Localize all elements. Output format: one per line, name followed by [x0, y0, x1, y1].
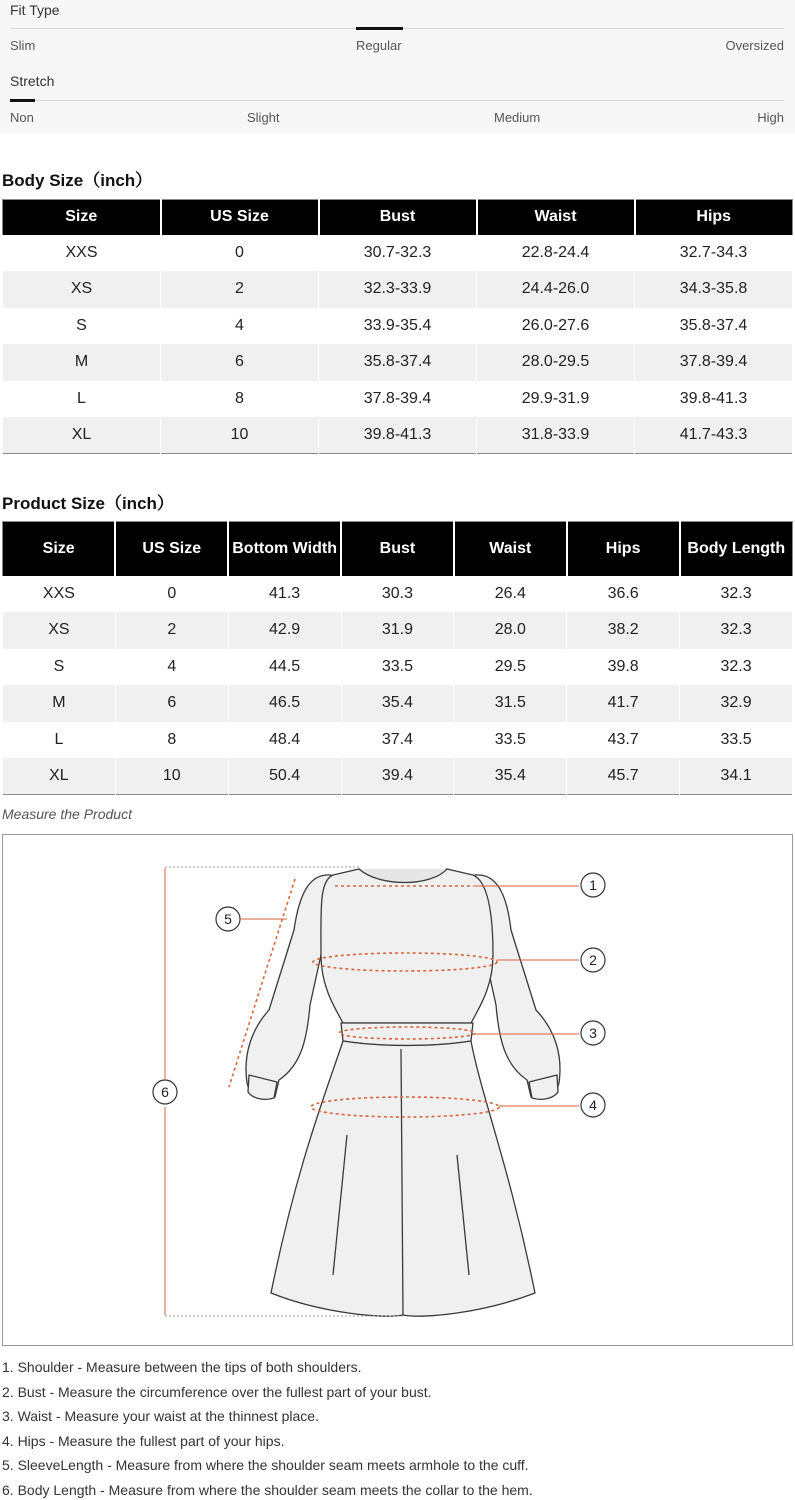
table-cell: M — [3, 685, 116, 722]
table-cell: S — [3, 649, 116, 686]
table-cell: 31.9 — [341, 612, 454, 649]
table-cell: 41.3 — [228, 576, 341, 613]
note-hips: 4. Hips - Measure the fullest part of your hips. — [2, 1432, 285, 1449]
table-cell: 42.9 — [228, 612, 341, 649]
callout-2 — [581, 948, 605, 972]
table-cell: 32.3 — [680, 649, 793, 686]
fit-option-slim: Slim — [10, 38, 36, 53]
product-size-title: Product Size（inch） — [2, 494, 174, 513]
column-header: Waist — [454, 522, 567, 576]
table-cell: 2 — [115, 612, 228, 649]
table-cell: 45.7 — [567, 758, 680, 795]
table-cell: 39.8 — [567, 649, 680, 686]
table-cell: XXS — [3, 235, 161, 272]
table-row — [3, 576, 793, 613]
table-cell: 32.3-33.9 — [319, 271, 477, 308]
table-row — [3, 649, 793, 686]
table-cell: 37.4 — [341, 722, 454, 759]
stretch-option-non: Non — [10, 110, 34, 125]
table-cell: 37.8-39.4 — [635, 344, 793, 381]
table-cell: 28.0-29.5 — [477, 344, 635, 381]
callout-4 — [581, 1093, 605, 1117]
table-cell: 36.6 — [567, 576, 680, 613]
table-cell: 41.7-43.3 — [635, 417, 793, 454]
table-cell: 41.7 — [567, 685, 680, 722]
table-cell: 32.3 — [680, 576, 793, 613]
table-row — [3, 308, 793, 345]
note-bust: 2. Bust - Measure the circumference over the fullest part of your bust. — [2, 1383, 432, 1400]
table-row — [3, 612, 793, 649]
table-row — [3, 722, 793, 759]
table-cell: 2 — [161, 271, 319, 308]
table-cell: 32.9 — [680, 685, 793, 722]
note-body-length: 6. Body Length - Measure from where the shoulder seam meets the collar to the hem. — [2, 1481, 533, 1498]
table-cell: 50.4 — [228, 758, 341, 795]
table-cell: L — [3, 381, 161, 418]
table-row — [3, 381, 793, 418]
table-row — [3, 758, 793, 795]
table-cell: XS — [3, 612, 116, 649]
column-header: Hips — [635, 200, 793, 235]
note-shoulder: 1. Shoulder - Measure between the tips of both shoulders. — [2, 1359, 362, 1375]
table-cell: 10 — [115, 758, 228, 795]
stretch-indicator — [10, 99, 35, 102]
fit-type-indicator — [356, 27, 403, 30]
svg-text:3: 3 — [589, 1025, 597, 1041]
svg-text:4: 4 — [589, 1097, 597, 1113]
table-cell: 48.4 — [228, 722, 341, 759]
table-row — [3, 271, 793, 308]
column-header: Bust — [341, 522, 454, 576]
table-cell: 6 — [161, 344, 319, 381]
stretch-option-high: High — [757, 110, 784, 125]
table-cell: 24.4-26.0 — [477, 271, 635, 308]
table-cell: 44.5 — [228, 649, 341, 686]
table-cell: 35.8-37.4 — [319, 344, 477, 381]
table-row — [3, 235, 793, 272]
column-header: Bottom Width — [228, 522, 341, 576]
table-cell: 0 — [115, 576, 228, 613]
callout-6 — [153, 1080, 177, 1104]
column-header: Size — [3, 200, 161, 235]
svg-text:6: 6 — [161, 1084, 169, 1100]
measure-diagram — [2, 834, 793, 1346]
left-sleeve — [246, 875, 331, 1097]
callout-3 — [581, 1021, 605, 1045]
table-cell: L — [3, 722, 116, 759]
table-cell: 35.4 — [454, 758, 567, 795]
svg-text:1: 1 — [589, 877, 597, 893]
table-cell: 22.8-24.4 — [477, 235, 635, 272]
table-cell: 33.5 — [680, 722, 793, 759]
table-cell: 31.8-33.9 — [477, 417, 635, 454]
table-cell: 38.2 — [567, 612, 680, 649]
stretch-track — [10, 100, 784, 101]
table-header-row — [3, 522, 793, 576]
table-cell: 8 — [115, 722, 228, 759]
table-cell: 29.5 — [454, 649, 567, 686]
table-cell: 4 — [161, 308, 319, 345]
table-cell: XL — [3, 417, 161, 454]
table-cell: 39.8-41.3 — [635, 381, 793, 418]
table-cell: 29.9-31.9 — [477, 381, 635, 418]
table-cell: 31.5 — [454, 685, 567, 722]
callout-5 — [216, 907, 240, 931]
table-cell: 34.3-35.8 — [635, 271, 793, 308]
body-size-table — [2, 199, 793, 454]
table-row — [3, 417, 793, 454]
table-cell: 37.8-39.4 — [319, 381, 477, 418]
table-cell: 30.7-32.3 — [319, 235, 477, 272]
stretch-label: Stretch — [10, 73, 55, 89]
product-size-table — [2, 521, 793, 795]
table-cell: 33.5 — [341, 649, 454, 686]
table-row — [3, 344, 793, 381]
table-cell: 34.1 — [680, 758, 793, 795]
table-cell: XS — [3, 271, 161, 308]
table-cell: 8 — [161, 381, 319, 418]
column-header: Bust — [319, 200, 477, 235]
table-cell: 35.8-37.4 — [635, 308, 793, 345]
table-cell: 0 — [161, 235, 319, 272]
table-cell: 32.7-34.3 — [635, 235, 793, 272]
stretch-option-medium: Medium — [494, 110, 541, 125]
column-header: Body Length — [680, 522, 793, 576]
table-cell: 30.3 — [341, 576, 454, 613]
table-row — [3, 685, 793, 722]
table-cell: 39.4 — [341, 758, 454, 795]
column-header: US Size — [115, 522, 228, 576]
svg-text:2: 2 — [589, 952, 597, 968]
measure-caption: Measure the Product — [2, 806, 132, 822]
table-cell: 6 — [115, 685, 228, 722]
table-cell: 26.4 — [454, 576, 567, 613]
svg-text:5: 5 — [224, 911, 232, 927]
dress-illustration — [3, 835, 792, 1345]
table-cell: XL — [3, 758, 116, 795]
table-cell: 33.5 — [454, 722, 567, 759]
stretch-option-slight: Slight — [247, 110, 280, 125]
note-sleeve-length: 5. SleeveLength - Measure from where the shoulder seam meets armhole to the cuff. — [2, 1457, 529, 1473]
bodice — [321, 869, 493, 1023]
callout-1 — [581, 873, 605, 897]
table-cell: M — [3, 344, 161, 381]
table-cell: 35.4 — [341, 685, 454, 722]
column-header: Size — [3, 522, 116, 576]
table-cell: 39.8-41.3 — [319, 417, 477, 454]
column-header: US Size — [161, 200, 319, 235]
column-header: Hips — [567, 522, 680, 576]
table-cell: 43.7 — [567, 722, 680, 759]
column-header: Waist — [477, 200, 635, 235]
fit-option-oversized: Oversized — [725, 38, 784, 53]
note-waist: 3. Waist - Measure your waist at the thinnest place. — [2, 1408, 319, 1424]
table-cell: 4 — [115, 649, 228, 686]
table-header-row — [3, 200, 793, 235]
table-cell: 28.0 — [454, 612, 567, 649]
fit-panel — [0, 0, 795, 133]
table-cell: XXS — [3, 576, 116, 613]
body-size-title: Body Size（inch） — [2, 171, 153, 190]
table-cell: 10 — [161, 417, 319, 454]
table-cell: S — [3, 308, 161, 345]
table-cell: 46.5 — [228, 685, 341, 722]
table-cell: 33.9-35.4 — [319, 308, 477, 345]
table-cell: 32.3 — [680, 612, 793, 649]
measure-notes — [2, 1357, 792, 1500]
fit-option-regular: Regular — [356, 38, 402, 53]
table-cell: 26.0-27.6 — [477, 308, 635, 345]
fit-type-label: Fit Type — [10, 2, 60, 18]
